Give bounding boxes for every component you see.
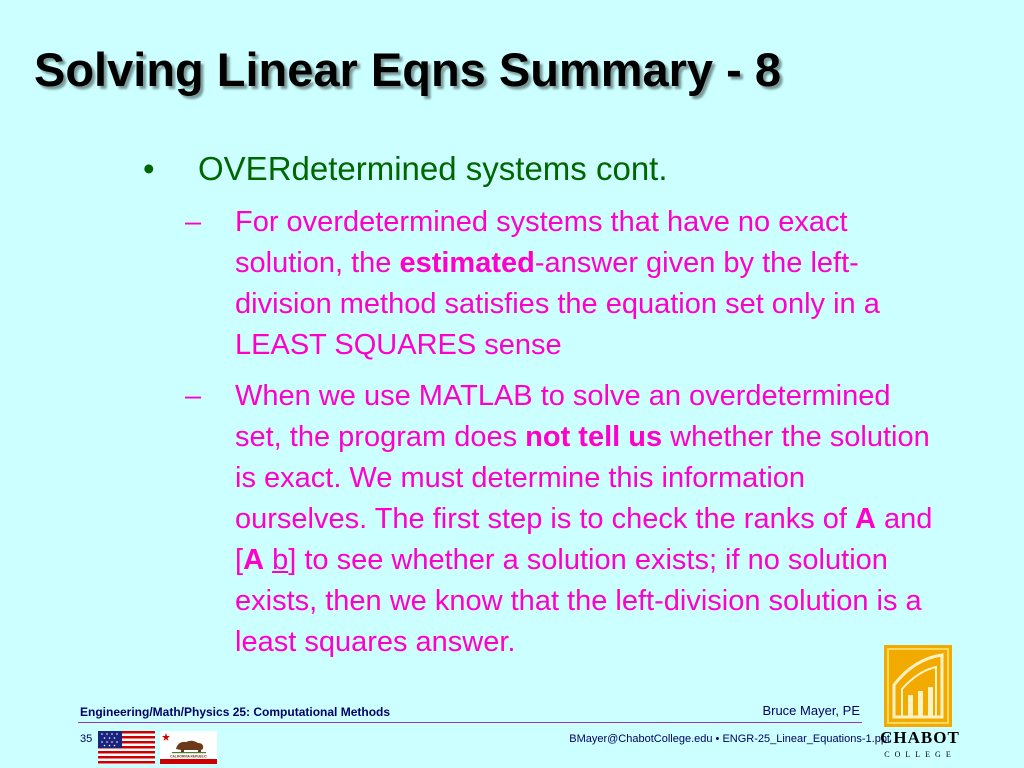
matrix-a: A <box>855 503 876 535</box>
footer-course: Engineering/Math/Physics 25: Computational Methods <box>80 705 391 719</box>
bold-run: not tell us <box>525 421 663 453</box>
slide-title: Solving Linear Eqns Summary - 8 <box>34 43 781 96</box>
sub-bullet-least-squares <box>185 202 945 366</box>
bullet-text: OVERdetermined systems cont. <box>198 150 668 187</box>
sub-bullet-dash: – <box>185 380 202 412</box>
text-run: -answer given by the left-division method satisfies the equation set only in a LEAST SQUARES sense <box>235 247 880 361</box>
footer-file: BMayer@ChabotCollege.edu • ENGR-25_Linear_Equations-1.ppt <box>569 733 890 745</box>
sub-bullet-matlab <box>185 376 945 663</box>
california-flag-icon <box>160 731 217 764</box>
bullet-symbol: • <box>143 150 155 187</box>
logo-sub: COLLEGE <box>884 750 956 759</box>
matrix-a: A <box>243 544 265 576</box>
sub-bullet-text <box>235 376 945 663</box>
svg-text:CALIFORNIA REPUBLIC: CALIFORNIA REPUBLIC <box>170 754 207 759</box>
sub-bullet-dash: – <box>185 206 202 238</box>
text-run: For overdetermined systems that have no exact solution, the <box>235 206 848 279</box>
bold-run: estimated <box>399 247 535 279</box>
text-run: whether the solution is exact. We must determine this information ourselves. The first step is to check the ranks of <box>235 421 930 535</box>
vector-b: b <box>272 544 289 576</box>
text-run: ] to see whether a solution exists; if no solution exists, then we know that the left-division solution is a least squares answer. <box>235 544 922 658</box>
text-run <box>264 544 272 576</box>
us-flag-icon <box>98 731 155 764</box>
text-run: and [ <box>235 503 933 576</box>
footer-divider <box>78 722 862 723</box>
logo-name: CHABOT <box>880 728 960 747</box>
page-number: 35 <box>80 733 93 745</box>
bullet-overdetermined <box>143 150 668 188</box>
sub-bullet-text <box>235 202 945 366</box>
text-run: When we use MATLAB to solve an overdetermined set, the program does <box>235 380 891 453</box>
footer-author: Bruce Mayer, PE <box>762 703 860 718</box>
chabot-college-logo <box>884 645 952 727</box>
